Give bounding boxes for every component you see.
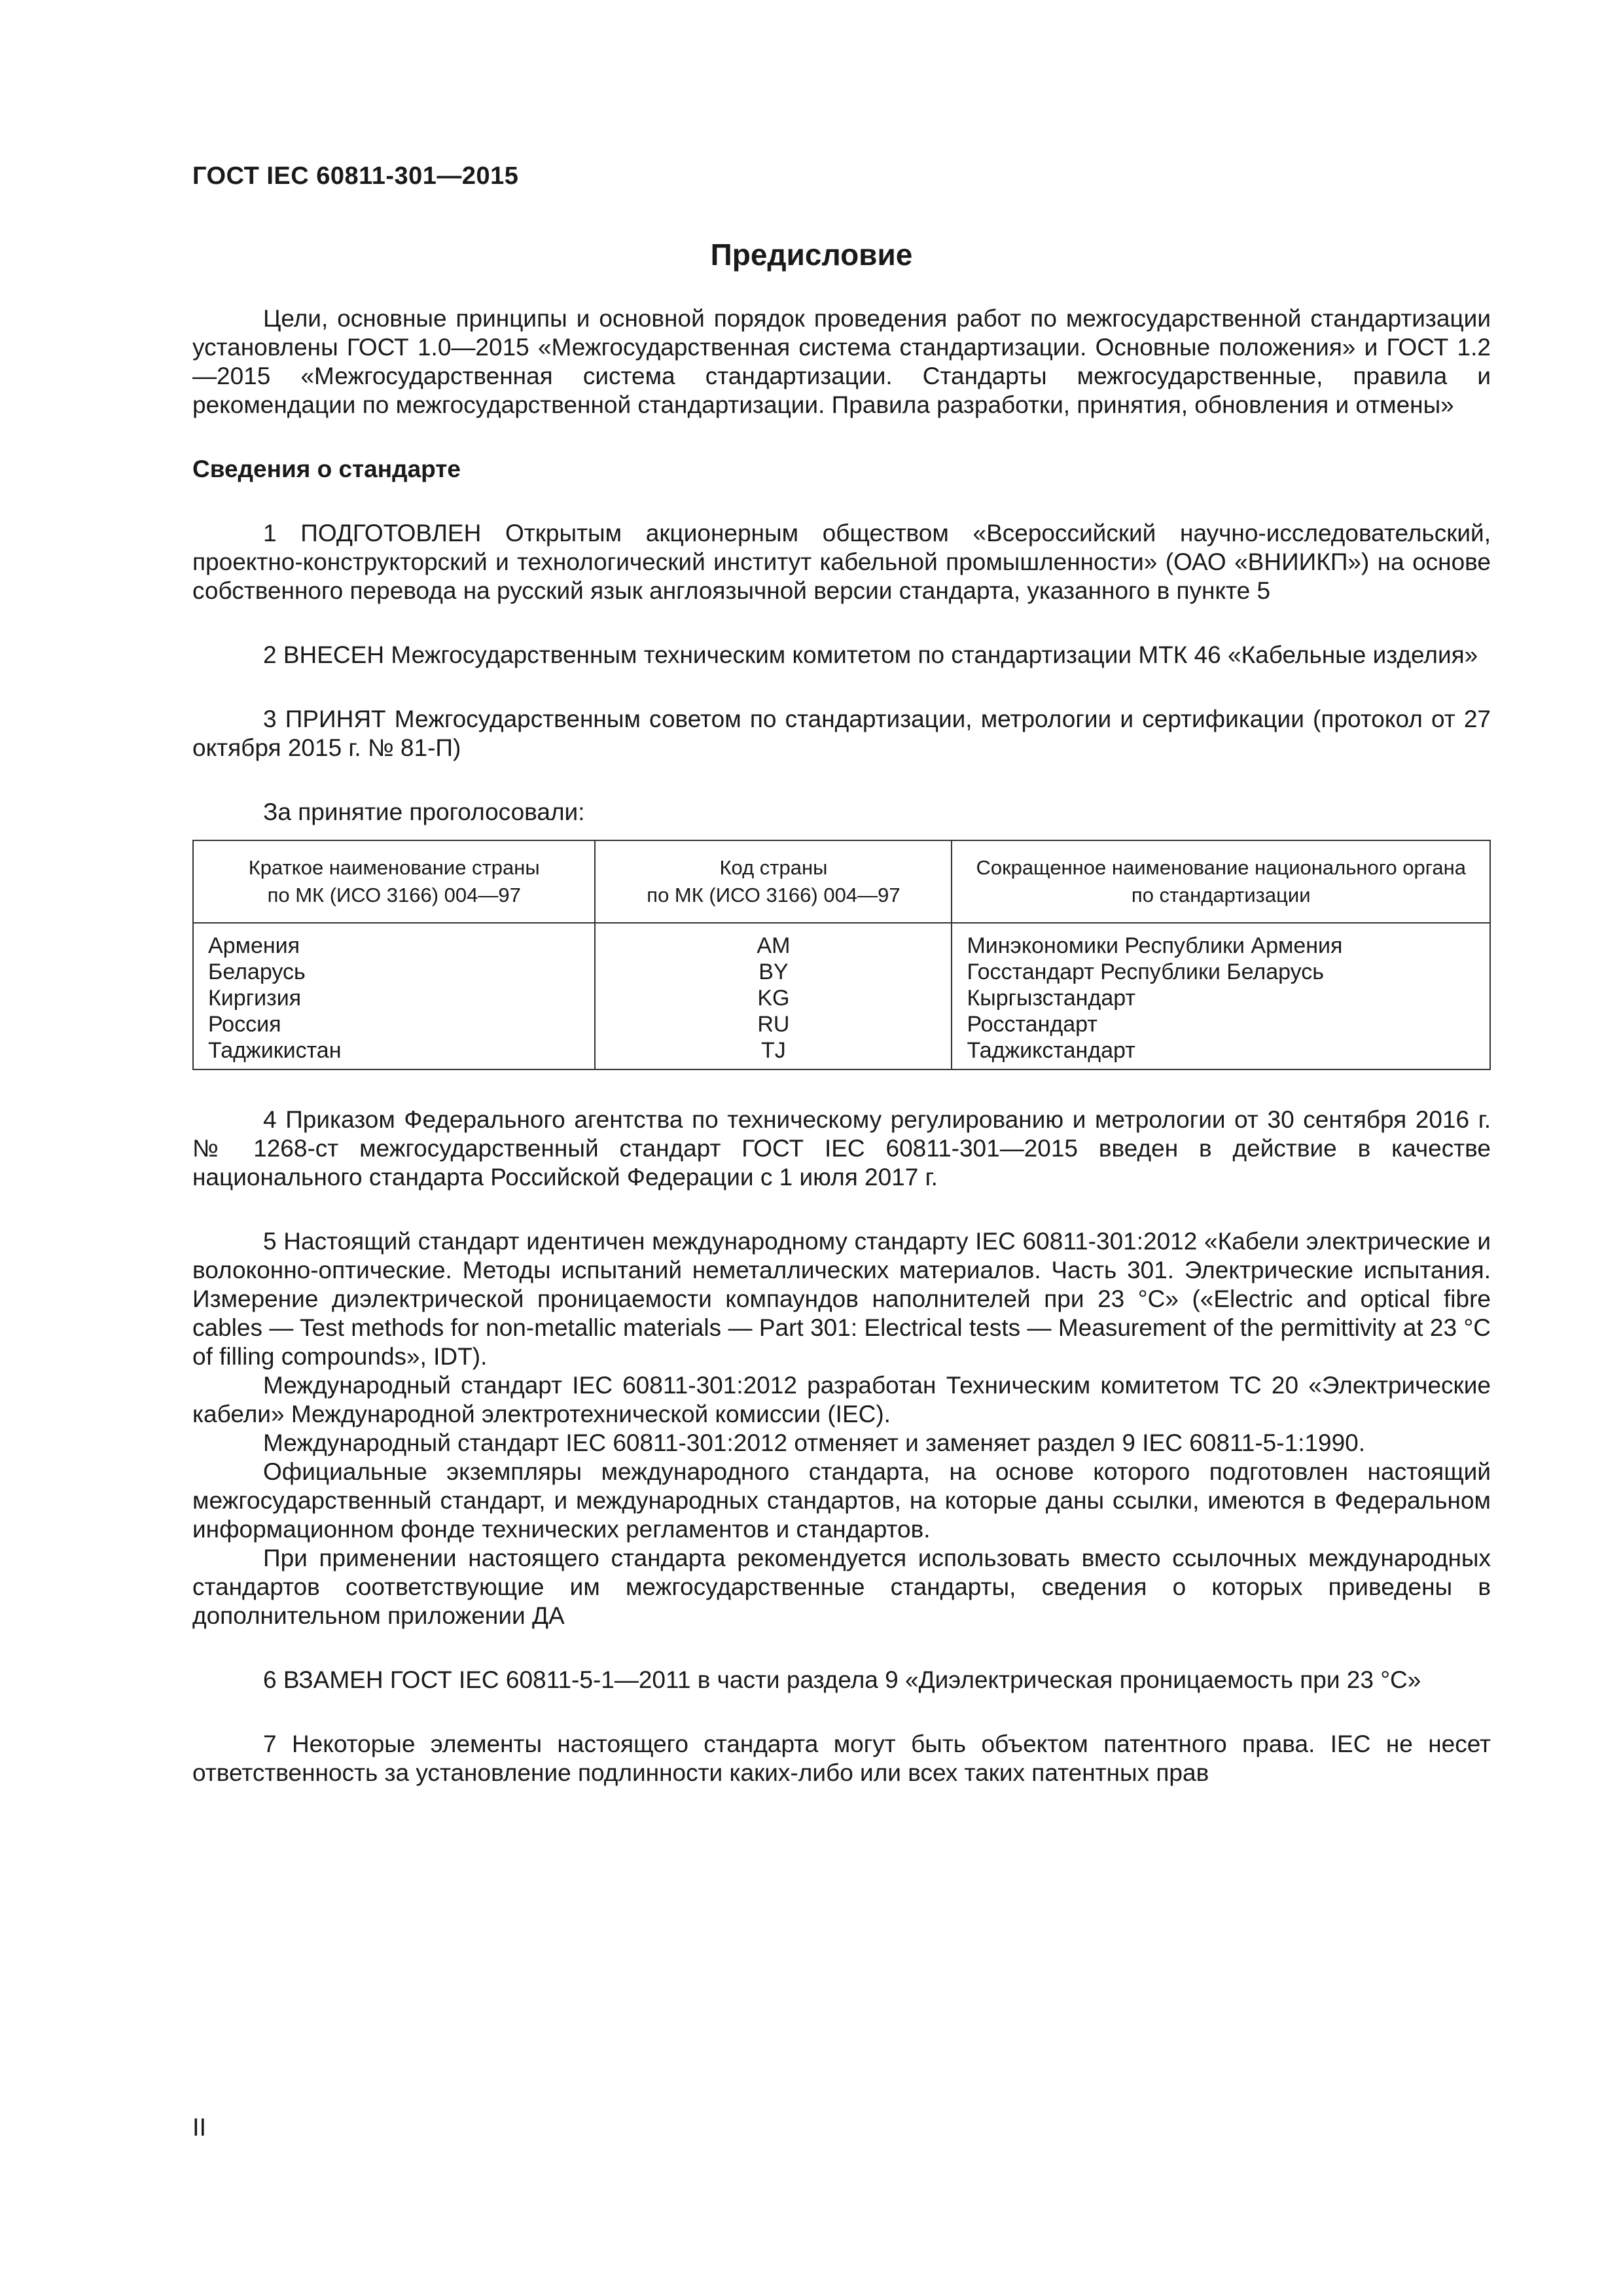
page-number: II	[192, 2114, 207, 2142]
table-cell-code: BY	[595, 959, 952, 985]
table-header-row	[193, 840, 1490, 923]
table-cell-authority: Минэкономики Республики Армения	[952, 923, 1490, 959]
item-5-application-paragraph: При применении настоящего стандарта рекомендуется использовать вместо ссылочных международных стандартов соответствующие им межгосударственные стандарты, сведения о которых приведены в дополнительном приложении ДА	[192, 1545, 1491, 1629]
item-1-paragraph: 1 ПОДГОТОВЛЕН Открытым акционерным обществом «Всероссийский научно-исследовательский, проектно-конструкторский и технологический институт кабельной промышленности» (ОАО «ВНИИКП») на основе собственного перевода на русский язык англоязычной версии стандарта, указанного в пункте 5	[192, 520, 1491, 604]
table-cell-country: Россия	[193, 1011, 595, 1037]
item-4-paragraph: 4 Приказом Федерального агентства по техническому регулированию и метрологии от 30 сентября 2016 г. № 1268-ст межгосударственный стандарт ГОСТ IEC 60811-301—2015 введен в действие в качестве национального стандарта Российской Федерации с 1 июля 2017 г.	[192, 1106, 1491, 1191]
table-header-authority: Сокращенное наименование национального органа по стандартизации	[952, 840, 1490, 923]
item-3-paragraph: 3 ПРИНЯТ Межгосударственным советом по стандартизации, метрологии и сертификации (протокол от 27 октября 2015 г. № 81-П)	[192, 706, 1491, 761]
table-row	[193, 985, 1490, 1011]
intro-paragraph: Цели, основные принципы и основной порядок проведения работ по межгосударственной стандартизации установлены ГОСТ 1.0—2015 «Межгосударственная система стандартизации. Основные положения» и ГОСТ 1.2—2015 «Межгосударственная система стандартизации. Стандарты межгосударственные, правила и рекомендации по межгосударственной стандартизации. Правила разработки, принятия, обновления и отмены»	[192, 305, 1491, 418]
table-cell-authority: Госстандарт Республики Беларусь	[952, 959, 1490, 985]
table-cell-country: Таджикистан	[193, 1037, 595, 1069]
table-header-country: Краткое наименование страны по МК (ИСО 3166) 004—97	[193, 840, 595, 923]
table-cell-country: Киргизия	[193, 985, 595, 1011]
item-7-paragraph: 7 Некоторые элементы настоящего стандарта могут быть объектом патентного права. IEC не несет ответственность за установление подлинности каких-либо или всех таких патентных прав	[192, 1731, 1491, 1786]
table-row	[193, 923, 1490, 959]
item-5-paragraph: 5 Настоящий стандарт идентичен международному стандарту IEC 60811-301:2012 «Кабели электрические и волоконно-оптические. Методы испытаний неметаллических материалов. Часть 301. Электрические испытания. Измерение диэлектрической проницаемости компаундов наполнителей при 23 °С» («Electric and optical fibre cables — Test methods for non-metallic materials — Part 301: Electrical tests — Measurement of the permittivity at 23 °C of filling compounds», IDT).	[192, 1228, 1491, 1370]
table-row	[193, 1011, 1490, 1037]
table-cell-code: RU	[595, 1011, 952, 1037]
table-cell-code: TJ	[595, 1037, 952, 1069]
item-6-paragraph: 6 ВЗАМЕН ГОСТ IEC 60811-5-1—2011 в части раздела 9 «Диэлектрическая проницаемость при 23 °С»	[263, 1666, 1421, 1693]
table-cell-authority: Росстандарт	[952, 1011, 1490, 1037]
vote-label: За принятие проголосовали:	[263, 798, 585, 825]
item-5-developer-paragraph: Международный стандарт IEC 60811-301:2012 разработан Техническим комитетом ТС 20 «Электрические кабели» Международной электротехнической комиссии (IEC).	[192, 1372, 1491, 1427]
table-cell-code: AM	[595, 923, 952, 959]
voting-table	[192, 840, 1491, 1070]
table-header-code: Код страны по МК (ИСО 3166) 004—97	[595, 840, 952, 923]
table-row	[193, 959, 1490, 985]
table-cell-code: KG	[595, 985, 952, 1011]
item-5-replaces-paragraph: Международный стандарт IEC 60811-301:2012 отменяет и заменяет раздел 9 IEC 60811-5-1:1990.	[263, 1429, 1366, 1456]
table-cell-authority: Кыргызстандарт	[952, 985, 1490, 1011]
document-header-code: ГОСТ IEC 60811-301—2015	[192, 162, 519, 190]
table-cell-authority: Таджикстандарт	[952, 1037, 1490, 1069]
table-cell-country: Армения	[193, 923, 595, 959]
item-2-paragraph: 2 ВНЕСЕН Межгосударственным техническим комитетом по стандартизации МТК 46 «Кабельные изделия»	[263, 641, 1478, 668]
section-title: Предисловие	[710, 238, 913, 272]
table-cell-country: Беларусь	[193, 959, 595, 985]
content-body	[192, 304, 1491, 1787]
item-5-official-copies-paragraph: Официальные экземпляры международного стандарта, на основе которого подготовлен настоящий межгосударственный стандарт, и международных стандартов, на которые даны ссылки, имеются в Федеральном информационном фонде технических регламентов и стандартов.	[192, 1458, 1491, 1543]
subsection-heading: Сведения о стандарте	[192, 456, 461, 482]
table-row	[193, 1037, 1490, 1069]
